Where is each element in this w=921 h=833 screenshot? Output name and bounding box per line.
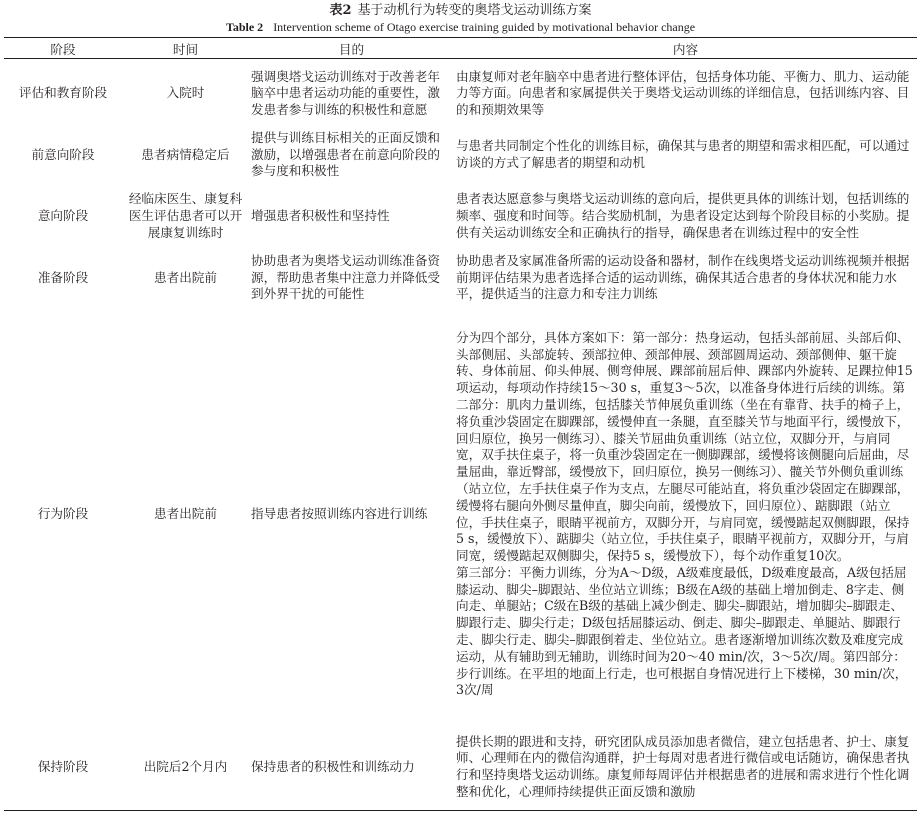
- stage-cell: 行为阶段: [37, 506, 89, 522]
- purpose-cell: 指导患者按照训练内容进行训练: [251, 506, 428, 522]
- purpose-cell: 强调奥塔戈运动训练对于改善老年脑卒中患者运动功能的重要性，激发患者参与训练的积极性和意愿: [251, 68, 440, 118]
- content-paragraph: 由康复师对老年脑卒中患者进行整体评估，包括身体功能、平衡力、肌力、运动能力等方面。向患者和家属提供关于奥塔戈运动训练的详细信息，包括训练内容、目的和预期效果等: [456, 68, 910, 118]
- header-row: [4, 38, 917, 59]
- stage-cell: 保持阶段: [4, 725, 122, 811]
- time-cell: 患者病情稳定后: [141, 146, 230, 162]
- content-cell: [454, 252, 917, 305]
- time-cell: 入院时: [166, 85, 205, 101]
- intervention-table: [4, 37, 917, 811]
- content-paragraph: 与患者共同制定个性化的训练目标，确保其与患者的期望和需求相匹配，可以通过访谈的方式了解患者的期望和动机: [456, 138, 910, 170]
- time-cell: 患者出院前: [154, 506, 217, 522]
- content-cell: [454, 725, 917, 811]
- content-cell: [454, 305, 917, 725]
- column-header-purpose: 目的: [249, 38, 454, 59]
- column-header-time: 时间: [122, 38, 249, 59]
- stage-cell: 前意向阶段: [31, 146, 95, 162]
- column-header-content: 内容: [454, 38, 917, 59]
- caption-title-en: Intervention scheme of Otago exercise training guided by motivational behavior change: [273, 20, 696, 34]
- stage-cell: 评估和教育阶段: [18, 85, 108, 101]
- content-cell: [454, 182, 917, 252]
- stage-cell: 准备阶段: [37, 269, 89, 285]
- stage-cell: 意向阶段: [37, 208, 89, 224]
- table-row: [4, 725, 917, 811]
- content-cell: [454, 129, 917, 182]
- content-paragraph: 提供长期的跟进和支持，研究团队成员添加患者微信，建立包括患者、护士、康复师、心理师在内的微信沟通群，护士每周对患者进行微信或电话随访，确保患者执行和坚持奥塔戈运动训练。康复师每周评估并根据患者的进展和需求进行个性化调整和优化，心理师持续提供正面反馈和激励: [456, 733, 910, 800]
- caption-title-zh: 基于动机行为转变的奥塔戈运动训练方案: [357, 3, 592, 18]
- content-paragraph: 患者表达愿意参与奥塔戈运动训练的意向后，提供更具体的训练计划，包括训练的频率、强度和时间等。结合奖励机制，为患者设定达到每个阶段目标的小奖励。提供有关运动训练安全和正确执行的指导，确保患者在训练过程中的安全性: [456, 191, 910, 240]
- purpose-cell: 提供与训练目标相关的正面反馈和激励，以增强患者在前意向阶段的参与度和积极性: [251, 129, 440, 179]
- time-cell: 患者出院前: [154, 269, 217, 285]
- table-caption: [0, 0, 921, 35]
- caption-english: [0, 19, 921, 35]
- table-row: [4, 182, 917, 252]
- table-row: [4, 252, 917, 305]
- content-cell: [454, 59, 917, 129]
- purpose-cell: 保持患者的积极性和训练动力: [249, 725, 454, 811]
- purpose-cell: 增强患者积极性和坚持性: [251, 208, 390, 224]
- time-cell: 经临床医生、康复科医生评估患者可以开展康复训练时: [128, 191, 243, 240]
- content-paragraph: 协助患者及家属准备所需的运动设备和器材，制作在线奥塔戈运动训练视频并根据前期评估结果为患者选择合适的运动训练，确保其适合患者的身体状况和能力水平，提供适当的注意力和专注力训练: [456, 252, 910, 302]
- caption-label-zh: 表2: [329, 3, 352, 18]
- table-row: [4, 129, 917, 182]
- caption-label-en: Table 2: [225, 20, 264, 34]
- purpose-cell: 协助患者为奥塔戈运动训练准备资源，帮助患者集中注意力并降低受到外界干扰的可能性: [251, 252, 440, 302]
- table-row: [4, 305, 917, 725]
- column-header-stage: 阶段: [4, 38, 122, 59]
- time-cell: 出院后2个月内: [122, 725, 249, 811]
- table-row: [4, 59, 917, 129]
- caption-chinese: [0, 0, 921, 19]
- content-paragraph: 分为四个部分，具体方案如下：第一部分：热身运动，包括头部前屈、头部后仰、头部侧屈、头部旋转、颈部拉伸、颈部伸展、颈部圆周运动、颈部侧伸、躯干旋转、身体前屈、仰头伸展、侧弯伸展、踝部前屈后伸、踝部内外旋转、足踝拉伸15项运动，每项动作持续15～30 s，重复3～5次，以准备身体进行后续的训练。第二部分：肌肉力量训练，包括膝关节伸展负重训练（坐在有靠背、扶手的椅子上，将负重沙袋固定在脚踝部，缓慢伸直一条腿，直至膝关节与地面平行，缓慢放下，回归原位，换另一侧练习）、膝关节屈曲负重训练（站立位，双脚分开，与肩同宽，双手扶住桌子，将一负重沙袋固定在一侧脚踝部，缓慢将该侧腿向后屈曲，尽量屈曲，靠近臀部，缓慢放下，回归原位，换另一侧练习）、髋关节外侧负重训练（站立位，左手扶住桌子作为支点，左腿尽可能站直，将负重沙袋固定在脚踝部，缓慢将右腿向外侧尽量伸直，脚尖向前，缓慢放下，回归原位）、踮脚跟（站立位，手扶住桌子，眼睛平视前方，双脚分开，与肩同宽，缓慢踮起双侧脚跟，保持5 s，缓慢放下）、踮脚尖（站立位，手扶住桌子，眼睛平视前方，双脚分开，与肩同宽，缓慢踮起双侧脚尖，保持5 s，缓慢放下），每个动作重复10次。: [456, 329, 913, 564]
- content-paragraph: 第三部分：平衡力训练，分为A～D级，A级难度最低，D级难度最高，A级包括屈膝运动、脚尖–脚跟站、坐位站立训练；B级在A级的基础上增加倒走、8字走、侧向走、单腿站；C级在B级的基础上减少倒走、脚尖–脚跟站，增加脚尖–脚跟走、脚跟行走、脚尖行走；D级包括屈膝运动、倒走、脚尖–脚跟走、单腿站、脚跟行走、脚尖行走、脚尖–脚跟倒着走、坐位站立。患者逐渐增加训练次数及难度完成运动，从有辅助到无辅助，训练时间为20～40 min/次，3～5次/周。第四部分：步行训练。在平坦的地面上行走，也可根据自身情况进行上下楼梯，30 min/次，3次/周: [456, 564, 908, 698]
